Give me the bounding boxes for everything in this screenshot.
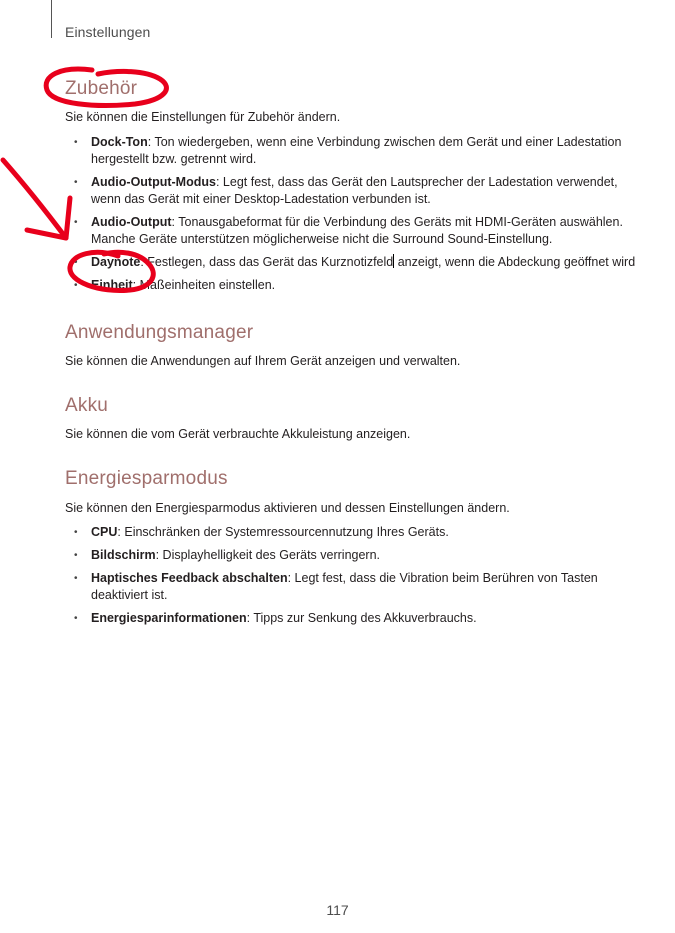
- item-term: Bildschirm: [91, 548, 156, 562]
- page-number: 117: [326, 902, 349, 918]
- section-intro-zubehoer: Sie können die Einstellungen für Zubehör ändern.: [65, 110, 341, 124]
- section-title-zubehoer: Zubehör: [65, 78, 138, 99]
- running-header: Einstellungen: [65, 24, 151, 40]
- item-term: Einheit: [91, 278, 133, 292]
- item-term: Audio-Output-Modus: [91, 175, 216, 189]
- item-term: CPU: [91, 525, 118, 539]
- list-item-einheit: [91, 277, 641, 294]
- item-text: : Festlegen, dass das Gerät das Kurznotizfeld: [140, 255, 394, 269]
- item-term: Dock-Ton: [91, 135, 148, 149]
- item-term: Energiesparinformationen: [91, 611, 247, 625]
- list-item-audio-output-modus: [91, 174, 641, 208]
- section-intro-energiesparmodus: Sie können den Energiesparmodus aktivieren und dessen Einstellungen ändern.: [65, 501, 510, 515]
- section-intro-akku: Sie können die vom Gerät verbrauchte Akkuleistung anzeigen.: [65, 427, 411, 441]
- list-item-cpu: [91, 524, 641, 541]
- list-item-haptisches-feedback: [91, 570, 641, 604]
- item-text-continued: anzeigt, wenn die Abdeckung geöffnet wird: [394, 255, 636, 269]
- arrowhead-mark: [27, 198, 70, 238]
- list-item-daynote: [91, 254, 641, 271]
- item-text: : Tonausgabeformat für die Verbindung des Geräts mit HDMI-Geräten auswählen. Manche Geräte unterstützen möglicherweise nicht die Surround Sound-Einstellung.: [91, 215, 623, 246]
- item-text: : Tipps zur Senkung des Akkuverbrauchs.: [246, 611, 477, 625]
- item-term: Haptisches Feedback abschalten: [91, 571, 288, 585]
- list-item-energiesparinformationen: [91, 610, 641, 627]
- item-text: : Legt fest, dass die Vibration beim Berühren von Tasten deaktiviert ist.: [91, 571, 598, 602]
- margin-rule: [51, 0, 52, 38]
- item-text: : Displayhelligkeit des Geräts verringern.: [155, 548, 381, 562]
- list-item-dock-ton: [91, 134, 641, 168]
- item-text: : Maßeinheiten einstellen.: [132, 278, 276, 292]
- section-title-akku: Akku: [65, 395, 109, 416]
- list-item-bildschirm: [91, 547, 641, 564]
- item-term: Audio-Output: [91, 215, 172, 229]
- item-term: Daynote: [91, 255, 141, 269]
- section-intro-anwendungsmanager: Sie können die Anwendungen auf Ihrem Gerät anzeigen und verwalten.: [65, 354, 461, 368]
- item-text: : Einschränken der Systemressourcennutzung Ihres Geräts.: [117, 525, 449, 539]
- item-text: : Legt fest, dass das Gerät den Lautsprecher der Ladestation verwendet, wenn das Gerät mit einer Desktop-Ladestation verbunden ist.: [91, 175, 618, 206]
- energiesparmodus-list: [91, 524, 641, 633]
- section-title-energiesparmodus: Energiesparmodus: [65, 468, 228, 489]
- section-title-anwendungsmanager: Anwendungsmanager: [65, 322, 254, 343]
- item-text: : Ton wiedergeben, wenn eine Verbindung zwischen dem Gerät und einer Ladestation hergestellt bzw. getrennt wird.: [91, 135, 622, 166]
- arrow-mark: [3, 160, 66, 238]
- zubehoer-list: [91, 134, 641, 300]
- list-item-audio-output: [91, 214, 641, 248]
